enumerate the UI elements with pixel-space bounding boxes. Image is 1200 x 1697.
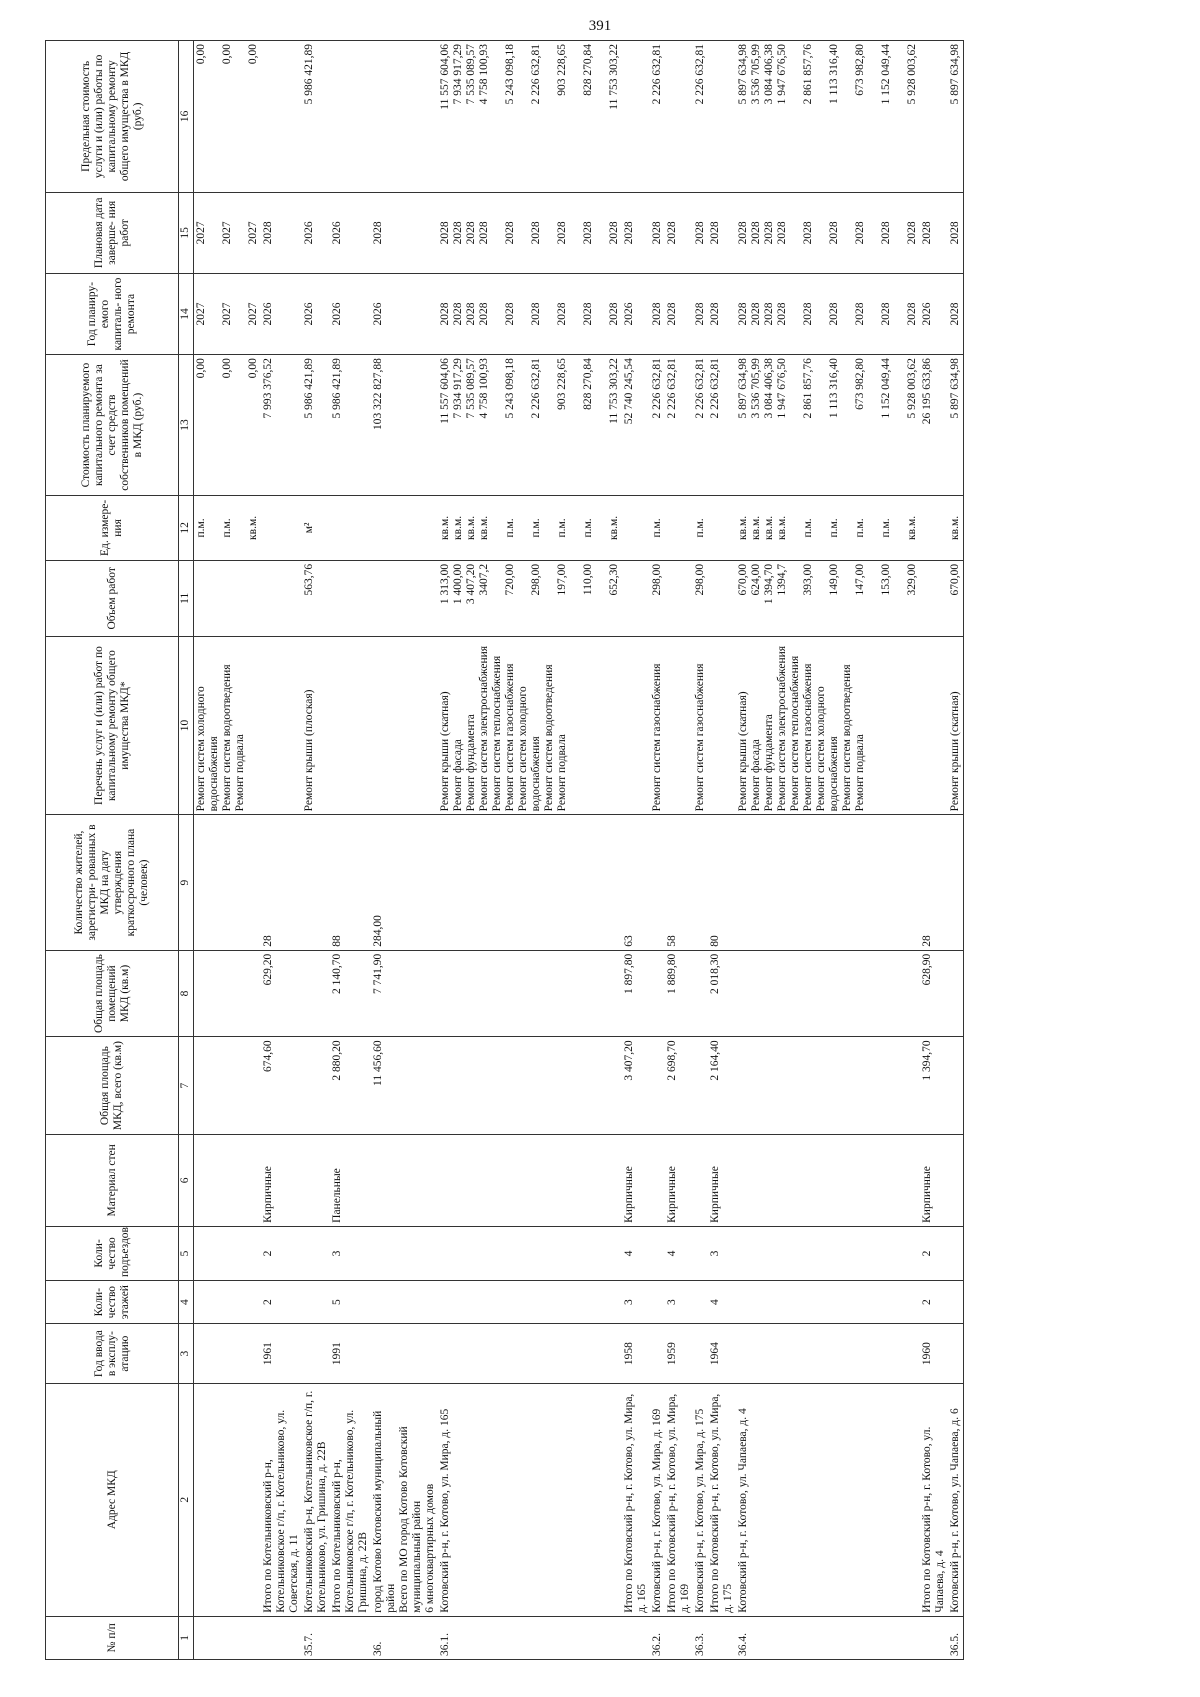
cell-limit: 5 897 634,98 3 536 705,99 3 084 406,38 1 947 676,50 2 861 857,76 1 113 316,40 673 982,80 1 152 049,44 5 928 003,62	[736, 41, 920, 193]
cell-entr	[693, 1226, 708, 1280]
column-number-11: 11	[179, 560, 194, 636]
table-row	[736, 41, 920, 1660]
cell-unit: кв.м. кв.м. кв.м. кв.м. п.м. п.м. п.м. п.м. кв.м.	[438, 495, 622, 560]
cell-work: Ремонт крыши (скатная) Ремонт фасада Ремонт фундамента Ремонт систем электроснабжения Ремонт систем теплоснабжения Ремонт систем газоснабжения Ремонт систем холодного водоснабжения Ремонт систем водоотведения Ремонт подвала	[438, 636, 622, 815]
cell-addr: Итого по Котовский р-н, г. Котово, ул. Чапаева, д. 4	[920, 1383, 948, 1616]
table-row	[302, 41, 330, 1660]
cell-wall: Панельные	[330, 1134, 371, 1226]
cell-floors	[650, 1281, 665, 1324]
cell-wall	[302, 1134, 330, 1226]
cell-no	[622, 1616, 650, 1659]
cell-area2: 1 889,80	[665, 950, 693, 1037]
column-number-6: 6	[179, 1134, 194, 1226]
cell-area	[736, 1037, 920, 1134]
column-number-8: 8	[179, 950, 194, 1037]
cell-yr: 2028	[665, 273, 693, 354]
repair-plan-table	[45, 40, 964, 1660]
cell-floors: 2	[261, 1281, 302, 1324]
column-header-15: Плановая дата заверше- ния работ	[46, 192, 179, 273]
cell-floors: 3	[665, 1281, 693, 1324]
cell-people: 28	[920, 815, 948, 950]
cell-area2	[438, 950, 622, 1037]
cell-area: 3 407,20	[622, 1037, 650, 1134]
cell-vol	[194, 560, 262, 636]
cell-entr	[736, 1226, 920, 1280]
cell-cost: 5 986 421,89	[330, 355, 371, 496]
cell-limit: 0,00 0,00 0,00	[194, 41, 262, 193]
cell-wall	[438, 1134, 622, 1226]
cell-limit	[622, 41, 650, 193]
cell-entr: 3	[708, 1226, 736, 1280]
cell-people: 28	[261, 815, 302, 950]
column-number-13: 13	[179, 355, 194, 496]
cell-unit: п.м. п.м. кв.м.	[194, 495, 262, 560]
cell-people	[736, 815, 920, 950]
cell-addr: Котовский р-н, г. Котово, ул. Мира, д. 165	[438, 1383, 622, 1616]
cell-area2	[194, 950, 262, 1037]
table-body	[194, 41, 964, 1660]
cell-wall: Кирпичные	[920, 1134, 948, 1226]
cell-addr: Котовский р-н, г. Котово, ул. Чапаева, д. 4	[736, 1383, 920, 1616]
cell-year: 1991	[330, 1324, 371, 1384]
cell-people	[194, 815, 262, 950]
cell-end: 2028 2028 2028 2028 2028 2028 2028 2028 2028	[438, 192, 622, 273]
cell-area	[948, 1037, 964, 1134]
column-number-16: 16	[179, 41, 194, 193]
cell-vol: 563,76	[302, 560, 330, 636]
cell-limit: 2 226 632,81	[693, 41, 708, 193]
cell-entr: 2	[920, 1226, 948, 1280]
cell-unit	[622, 495, 650, 560]
cell-unit: кв.м.	[948, 495, 964, 560]
cell-wall: Кирпичные	[622, 1134, 650, 1226]
cell-year	[736, 1324, 920, 1384]
cell-limit: 5 897 634,98	[948, 41, 964, 193]
column-header-16: Предельная стоимость услуги и (или) работы по капитальному ремонту общего имущества в МКД (руб.)	[46, 41, 179, 193]
cell-entr	[948, 1226, 964, 1280]
table-row	[665, 41, 693, 1660]
cell-cost: 26 195 633,86	[920, 355, 948, 496]
cell-entr	[438, 1226, 622, 1280]
cell-no	[665, 1616, 693, 1659]
cell-no	[920, 1616, 948, 1659]
cell-work: Ремонт систем газоснабжения	[650, 636, 665, 815]
cell-year: 1964	[708, 1324, 736, 1384]
cell-limit	[261, 41, 302, 193]
header-row	[46, 41, 179, 1660]
column-header-3: Год ввода в эксплу- атацию	[46, 1324, 179, 1384]
cell-work	[708, 636, 736, 815]
cell-yr: 2028 2028 2028 2028 2028 2028 2028 2028 2028	[438, 273, 622, 354]
cell-work: Ремонт крыши (скатная) Ремонт фасада Ремонт фундамента Ремонт систем электроснабжения Ремонт систем теплоснабжения Ремонт систем газоснабжения Ремонт систем холодного водоснабжения Ремонт систем водоотведения Ремонт подвала	[736, 636, 920, 815]
cell-yr: 2026	[622, 273, 650, 354]
cell-wall	[194, 1134, 262, 1226]
cell-yr: 2026	[302, 273, 330, 354]
cell-vol	[708, 560, 736, 636]
rotated-table-frame	[45, 40, 1175, 1660]
cell-addr: Котельниковский р-н, Котельниковское г/п, г. Котельниково, ул. Гришина, д. 22В	[302, 1383, 330, 1616]
cell-cost: 2 226 632,81	[650, 355, 665, 496]
cell-area2: 7 741,90	[371, 950, 438, 1037]
cell-end: 2028	[665, 192, 693, 273]
cell-entr	[302, 1226, 330, 1280]
cell-vol: 670,00 624,00 1 394,70 1394,7 393,00 149,00 147,00 153,00 329,00	[736, 560, 920, 636]
cell-people: 284,00	[371, 815, 438, 950]
cell-unit	[920, 495, 948, 560]
cell-limit	[708, 41, 736, 193]
column-number-10: 10	[179, 636, 194, 815]
cell-cost: 5 986 421,89	[302, 355, 330, 496]
cell-people: 80	[708, 815, 736, 950]
column-number-12: 12	[179, 495, 194, 560]
cell-end: 2028	[650, 192, 665, 273]
column-number-15: 15	[179, 192, 194, 273]
cell-no: 36.1.	[438, 1616, 622, 1659]
cell-year	[948, 1324, 964, 1384]
cell-area2	[302, 950, 330, 1037]
cell-people	[650, 815, 665, 950]
cell-floors: 3	[622, 1281, 650, 1324]
cell-cost: 5 897 634,98 3 536 705,99 3 084 406,38 1 947 676,50 2 861 857,76 1 113 316,40 673 982,80 1 152 049,44 5 928 003,62	[736, 355, 920, 496]
cell-no	[330, 1616, 371, 1659]
cell-year	[438, 1324, 622, 1384]
cell-area2	[948, 950, 964, 1037]
cell-people: 58	[665, 815, 693, 950]
table-row	[622, 41, 650, 1660]
cell-yr: 2026	[371, 273, 438, 354]
cell-year: 1959	[665, 1324, 693, 1384]
cell-yr: 2026	[261, 273, 302, 354]
cell-addr: Итого по Котовский р-н, г. Котово, ул. Мира, д. 169	[665, 1383, 693, 1616]
cell-cost: 7 993 376,52	[261, 355, 302, 496]
cell-year	[302, 1324, 330, 1384]
cell-year: 1961	[261, 1324, 302, 1384]
column-header-14: Год планиру- емого капиталь- ного ремонта	[46, 273, 179, 354]
cell-wall	[693, 1134, 708, 1226]
cell-area: 674,60	[261, 1037, 302, 1134]
cell-end: 2028	[920, 192, 948, 273]
table-row	[920, 41, 948, 1660]
column-header-9: Количество жителей, зарегистри- рованных в МКД на дату утверждения краткосрочного плана (человек)	[46, 815, 179, 950]
cell-year	[650, 1324, 665, 1384]
cell-yr: 2027 2027 2027	[194, 273, 262, 354]
cell-year: 1958	[622, 1324, 650, 1384]
cell-area2: 2 140,70	[330, 950, 371, 1037]
cell-cost: 5 897 634,98	[948, 355, 964, 496]
cell-floors: 5	[330, 1281, 371, 1324]
cell-area	[194, 1037, 262, 1134]
cell-area	[438, 1037, 622, 1134]
cell-area2	[736, 950, 920, 1037]
cell-limit	[371, 41, 438, 193]
cell-addr: Итого по Котовский р-н, г. Котово, ул. Мира, д. 165	[622, 1383, 650, 1616]
cell-unit: п.м.	[693, 495, 708, 560]
cell-vol: 298,00	[693, 560, 708, 636]
column-header-4: Коли- чество этажей	[46, 1281, 179, 1324]
cell-vol	[371, 560, 438, 636]
column-header-8: Общая площадь помещений МКД (кв.м)	[46, 950, 179, 1037]
cell-work	[371, 636, 438, 815]
cell-unit	[665, 495, 693, 560]
column-header-11: Объем работ	[46, 560, 179, 636]
column-header-1: № п/п	[46, 1616, 179, 1659]
cell-work: Ремонт систем газоснабжения	[693, 636, 708, 815]
cell-addr: Итого по Котельниковский р-н, Котельниковское г/п, г. Котельниково, ул. Гришина, д. 22В	[330, 1383, 371, 1616]
cell-wall: Кирпичные	[261, 1134, 302, 1226]
column-number-1: 1	[179, 1616, 194, 1659]
cell-limit: 11 557 604,06 7 934 917,29 7 535 089,57 4 758 100,93 5 243 098,18 2 226 632,81 903 228,65 828 270,84 11 753 303,22	[438, 41, 622, 193]
cell-floors	[736, 1281, 920, 1324]
cell-yr: 2028 2028 2028 2028 2028 2028 2028 2028 2028	[736, 273, 920, 354]
cell-yr: 2028	[948, 273, 964, 354]
cell-vol	[261, 560, 302, 636]
cell-entr	[650, 1226, 665, 1280]
cell-no	[261, 1616, 302, 1659]
cell-people	[302, 815, 330, 950]
cell-work	[665, 636, 693, 815]
cell-area: 2 698,70	[665, 1037, 693, 1134]
cell-vol: 1 313,00 1 400,00 3 407,20 3407,2 720,00 298,00 197,00 110,00 652,30	[438, 560, 622, 636]
cell-unit: м²	[302, 495, 330, 560]
cell-yr: 2028	[650, 273, 665, 354]
column-header-5: Коли- чество подъездов	[46, 1226, 179, 1280]
column-header-6: Материал стен	[46, 1134, 179, 1226]
cell-yr: 2028	[708, 273, 736, 354]
cell-people: 88	[330, 815, 371, 950]
cell-yr: 2026	[920, 273, 948, 354]
cell-cost: 2 226 632,81	[708, 355, 736, 496]
cell-end: 2028	[371, 192, 438, 273]
cell-cost: 0,00 0,00 0,00	[194, 355, 262, 496]
cell-cost: 11 557 604,06 7 934 917,29 7 535 089,57 4 758 100,93 5 243 098,18 2 226 632,81 903 228,65 828 270,84 11 753 303,22	[438, 355, 622, 496]
cell-floors	[693, 1281, 708, 1324]
cell-entr: 2	[261, 1226, 302, 1280]
table-row	[194, 41, 262, 1660]
cell-entr: 3	[330, 1226, 371, 1280]
column-header-7: Общая площадь МКД, всего (кв.м)	[46, 1037, 179, 1134]
cell-year	[371, 1324, 438, 1384]
cell-end: 2028 2028 2028 2028 2028 2028 2028 2028 2028	[736, 192, 920, 273]
cell-yr: 2026	[330, 273, 371, 354]
cell-year	[693, 1324, 708, 1384]
cell-addr: Котовский р-н, г. Котово, ул. Чапаева, д. 6	[948, 1383, 964, 1616]
cell-work	[330, 636, 371, 815]
cell-area2: 629,20	[261, 950, 302, 1037]
cell-floors	[194, 1281, 262, 1324]
cell-cost: 52 740 245,54	[622, 355, 650, 496]
table-row	[693, 41, 708, 1660]
column-number-9: 9	[179, 815, 194, 950]
cell-area: 11 456,60	[371, 1037, 438, 1134]
column-header-2: Адрес МКД	[46, 1383, 179, 1616]
cell-area	[693, 1037, 708, 1134]
cell-no: 36.3.	[693, 1616, 708, 1659]
cell-floors: 4	[708, 1281, 736, 1324]
cell-limit: 5 986 421,89	[302, 41, 330, 193]
cell-floors: 2	[920, 1281, 948, 1324]
column-number-2: 2	[179, 1383, 194, 1616]
cell-work	[261, 636, 302, 815]
cell-limit	[330, 41, 371, 193]
cell-no	[708, 1616, 736, 1659]
cell-no	[194, 1616, 262, 1659]
cell-wall: Кирпичные	[665, 1134, 693, 1226]
cell-end: 2028	[622, 192, 650, 273]
cell-work: Ремонт систем холодного водоснабжения Ремонт систем водоотведения Ремонт подвала	[194, 636, 262, 815]
cell-area: 2 880,20	[330, 1037, 371, 1134]
cell-area2: 628,90	[920, 950, 948, 1037]
cell-area2: 2 018,30	[708, 950, 736, 1037]
cell-end: 2027 2027 2027	[194, 192, 262, 273]
cell-area	[650, 1037, 665, 1134]
column-number-row	[179, 41, 194, 1660]
cell-end: 2028	[948, 192, 964, 273]
cell-vol	[920, 560, 948, 636]
cell-addr	[194, 1383, 262, 1616]
cell-no: 36.4.	[736, 1616, 920, 1659]
cell-unit	[330, 495, 371, 560]
cell-year	[194, 1324, 262, 1384]
cell-limit	[665, 41, 693, 193]
cell-cost: 2 226 632,81	[665, 355, 693, 496]
column-header-12: Ед. измере- ния	[46, 495, 179, 560]
cell-addr: Итого по Котельниковский р-н, Котельниковское г/п, г. Котельниково, ул. Советская, д. 11	[261, 1383, 302, 1616]
cell-unit	[708, 495, 736, 560]
cell-area: 2 164,40	[708, 1037, 736, 1134]
table-row	[708, 41, 736, 1660]
cell-limit	[920, 41, 948, 193]
cell-vol	[330, 560, 371, 636]
cell-addr: Котовский р-н, г. Котово, ул. Мира, д. 169	[650, 1383, 665, 1616]
cell-work: Ремонт крыши (скатная)	[948, 636, 964, 815]
cell-people	[693, 815, 708, 950]
cell-yr: 2028	[693, 273, 708, 354]
column-header-10: Перечень услуг и (или) работ по капитальному ремонту общего имущества МКД*	[46, 636, 179, 815]
cell-entr: 4	[622, 1226, 650, 1280]
cell-end: 2026	[330, 192, 371, 273]
cell-unit	[261, 495, 302, 560]
column-number-14: 14	[179, 273, 194, 354]
cell-area: 1 394,70	[920, 1037, 948, 1134]
cell-addr: город Котово Котовский муниципальный район Всего по МО город Котово Котовский муниципальный район 6 многоквартирных домов	[371, 1383, 438, 1616]
cell-unit: кв.м. кв.м. кв.м. кв.м. п.м. п.м. п.м. п.м. кв.м.	[736, 495, 920, 560]
table-row	[330, 41, 371, 1660]
column-header-13: Стоимость планируемого капитального ремонта за счет средств собственников помещений в МКД (руб.)	[46, 355, 179, 496]
cell-floors	[948, 1281, 964, 1324]
cell-unit	[371, 495, 438, 560]
cell-vol: 298,00	[650, 560, 665, 636]
cell-vol: 670,00	[948, 560, 964, 636]
table-row	[371, 41, 438, 1660]
column-number-4: 4	[179, 1281, 194, 1324]
cell-no: 36.2.	[650, 1616, 665, 1659]
page-number: 391	[588, 18, 612, 34]
cell-floors	[302, 1281, 330, 1324]
cell-end: 2028	[693, 192, 708, 273]
cell-year: 1960	[920, 1324, 948, 1384]
cell-limit: 2 226 632,81	[650, 41, 665, 193]
cell-end: 2028	[708, 192, 736, 273]
cell-area	[302, 1037, 330, 1134]
cell-people	[438, 815, 622, 950]
cell-no: 36.	[371, 1616, 438, 1659]
cell-entr	[371, 1226, 438, 1280]
cell-work: Ремонт крыши (плоская)	[302, 636, 330, 815]
table-row	[948, 41, 964, 1660]
cell-floors	[371, 1281, 438, 1324]
cell-floors	[438, 1281, 622, 1324]
cell-vol	[665, 560, 693, 636]
cell-end: 2026	[302, 192, 330, 273]
cell-end: 2028	[261, 192, 302, 273]
cell-no: 36.5.	[948, 1616, 964, 1659]
cell-no: 35.7.	[302, 1616, 330, 1659]
cell-wall	[371, 1134, 438, 1226]
cell-area2	[693, 950, 708, 1037]
cell-people	[948, 815, 964, 950]
cell-area2	[650, 950, 665, 1037]
column-number-7: 7	[179, 1037, 194, 1134]
cell-wall	[650, 1134, 665, 1226]
cell-entr: 4	[665, 1226, 693, 1280]
cell-people: 63	[622, 815, 650, 950]
cell-cost: 2 226 632,81	[693, 355, 708, 496]
cell-wall	[948, 1134, 964, 1226]
cell-work	[622, 636, 650, 815]
cell-addr: Котовский р-н, г. Котово, ул. Мира, д. 175	[693, 1383, 708, 1616]
cell-wall: Кирпичные	[708, 1134, 736, 1226]
column-number-3: 3	[179, 1324, 194, 1384]
cell-cost: 103 322 827,88	[371, 355, 438, 496]
cell-entr	[194, 1226, 262, 1280]
table-row	[650, 41, 665, 1660]
cell-wall	[736, 1134, 920, 1226]
cell-area2: 1 897,80	[622, 950, 650, 1037]
cell-vol	[622, 560, 650, 636]
table-row	[261, 41, 302, 1660]
table-row	[438, 41, 622, 1660]
cell-unit: п.м.	[650, 495, 665, 560]
cell-work	[920, 636, 948, 815]
cell-addr: Итого по Котовский р-н, г. Котово, ул. Мира, д. 175	[708, 1383, 736, 1616]
column-number-5: 5	[179, 1226, 194, 1280]
